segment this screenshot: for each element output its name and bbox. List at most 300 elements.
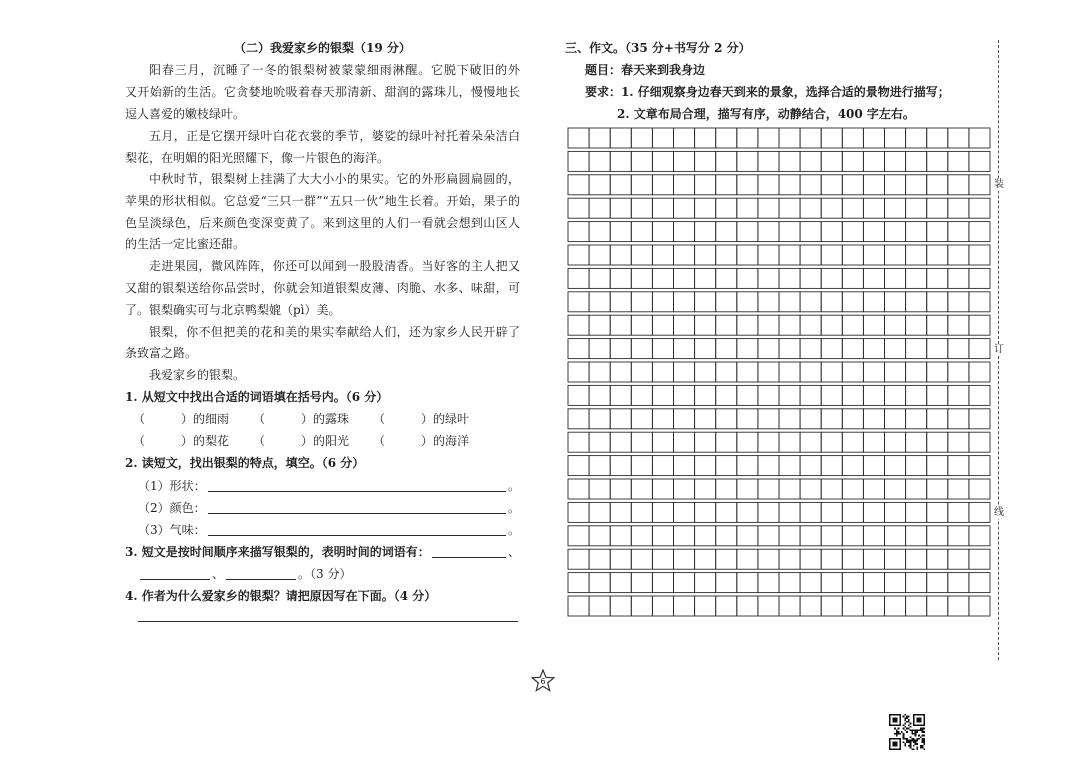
grid-cell bbox=[610, 151, 631, 171]
grid-cell bbox=[758, 596, 779, 616]
grid-cell bbox=[948, 409, 969, 429]
answer-end: 。 bbox=[507, 523, 520, 537]
grid-cell bbox=[948, 502, 969, 522]
grid-cell bbox=[695, 222, 716, 242]
grid-cell bbox=[779, 175, 800, 195]
grid-cell bbox=[821, 222, 842, 242]
passage-line: 五月，正是它摆开绿叶白花衣裳的季节，婆娑的绿叶衬托着朵朵洁白 bbox=[149, 129, 520, 143]
grid-cell bbox=[948, 151, 969, 171]
grid-cell bbox=[885, 362, 906, 382]
answer-line-shape bbox=[138, 477, 520, 495]
grid-cell bbox=[695, 292, 716, 312]
grid-cell bbox=[652, 432, 673, 452]
grid-cell bbox=[969, 128, 990, 148]
grid-cell bbox=[863, 128, 884, 148]
grid-cell bbox=[716, 292, 737, 312]
binding-label-xian: 线 bbox=[994, 507, 1004, 518]
grid-cell bbox=[779, 128, 800, 148]
grid-cell bbox=[610, 409, 631, 429]
grid-cell bbox=[737, 502, 758, 522]
grid-cell bbox=[695, 339, 716, 359]
grid-cell bbox=[610, 526, 631, 546]
grid-cell bbox=[927, 549, 948, 569]
grid-cell bbox=[716, 385, 737, 405]
grid-cell bbox=[948, 245, 969, 265]
grid-cell bbox=[716, 409, 737, 429]
grid-cell bbox=[779, 222, 800, 242]
grid-cell bbox=[779, 409, 800, 429]
question-2-prompt: 2. 读短文，找出银梨的特点，填空。（6 分） bbox=[125, 456, 365, 470]
grid-cell bbox=[906, 596, 927, 616]
grid-cell bbox=[906, 385, 927, 405]
grid-cell bbox=[610, 479, 631, 499]
grid-cell bbox=[842, 292, 863, 312]
grid-cell bbox=[969, 479, 990, 499]
grid-cell bbox=[948, 549, 969, 569]
grid-cell bbox=[652, 339, 673, 359]
grid-cell bbox=[716, 315, 737, 335]
grid-cell bbox=[885, 573, 906, 593]
grid-cell bbox=[863, 502, 884, 522]
grid-cell bbox=[589, 596, 610, 616]
grid-cell bbox=[716, 198, 737, 218]
grid-cell bbox=[863, 268, 884, 288]
grid-cell bbox=[589, 385, 610, 405]
grid-row bbox=[568, 573, 990, 593]
grid-cell bbox=[969, 385, 990, 405]
grid-cell bbox=[674, 456, 695, 476]
grid-cell bbox=[906, 432, 927, 452]
grid-cell bbox=[863, 549, 884, 569]
grid-cell bbox=[927, 128, 948, 148]
grid-cell bbox=[885, 268, 906, 288]
grid-cell bbox=[758, 268, 779, 288]
grid-cell bbox=[885, 409, 906, 429]
grid-cell bbox=[927, 245, 948, 265]
grid-row bbox=[568, 175, 990, 195]
grid-cell bbox=[927, 385, 948, 405]
grid-cell bbox=[927, 456, 948, 476]
grid-cell bbox=[906, 549, 927, 569]
grid-cell bbox=[568, 222, 589, 242]
grid-cell bbox=[842, 222, 863, 242]
grid-cell bbox=[716, 245, 737, 265]
grid-cell bbox=[969, 339, 990, 359]
passage-line: 走进果园，微风阵阵，你还可以闻到一股股清香。当好客的主人把又 bbox=[149, 259, 520, 273]
grid-cell bbox=[842, 573, 863, 593]
grid-cell bbox=[885, 198, 906, 218]
grid-cell bbox=[589, 362, 610, 382]
grid-cell bbox=[737, 385, 758, 405]
grid-cell bbox=[800, 268, 821, 288]
page-number-badge bbox=[531, 669, 555, 693]
grid-cell bbox=[695, 479, 716, 499]
grid-cell bbox=[695, 128, 716, 148]
grid-cell bbox=[610, 502, 631, 522]
grid-cell bbox=[695, 198, 716, 218]
grid-cell bbox=[863, 526, 884, 546]
grid-cell bbox=[885, 479, 906, 499]
grid-cell bbox=[800, 596, 821, 616]
grid-cell bbox=[948, 315, 969, 335]
grid-row bbox=[568, 198, 990, 218]
grid-cell bbox=[842, 128, 863, 148]
grid-row bbox=[568, 245, 990, 265]
grid-cell bbox=[906, 362, 927, 382]
grid-cell bbox=[737, 292, 758, 312]
grid-cell bbox=[716, 362, 737, 382]
grid-cell bbox=[800, 198, 821, 218]
grid-cell bbox=[948, 385, 969, 405]
grid-cell bbox=[695, 502, 716, 522]
grid-cell bbox=[695, 432, 716, 452]
grid-cell bbox=[969, 175, 990, 195]
grid-cell bbox=[885, 315, 906, 335]
grid-cell bbox=[842, 339, 863, 359]
grid-cell bbox=[821, 362, 842, 382]
grid-cell bbox=[568, 128, 589, 148]
grid-cell bbox=[716, 151, 737, 171]
grid-cell bbox=[906, 198, 927, 218]
grid-cell bbox=[885, 596, 906, 616]
grid-cell bbox=[969, 268, 990, 288]
grid-cell bbox=[758, 151, 779, 171]
grid-cell bbox=[758, 385, 779, 405]
grid-cell bbox=[737, 268, 758, 288]
grid-cell bbox=[631, 198, 652, 218]
grid-cell bbox=[737, 456, 758, 476]
grid-cell bbox=[821, 245, 842, 265]
fill-in-blank: （ ）的梨花 bbox=[133, 434, 230, 448]
grid-cell bbox=[969, 198, 990, 218]
grid-cell bbox=[758, 292, 779, 312]
fill-in-blank: （ ）的绿叶 bbox=[373, 412, 470, 426]
grid-cell bbox=[906, 175, 927, 195]
grid-cell bbox=[737, 432, 758, 452]
grid-cell bbox=[779, 245, 800, 265]
fill-in-blank: （ ）的海洋 bbox=[373, 434, 470, 448]
grid-cell bbox=[737, 362, 758, 382]
grid-cell bbox=[927, 292, 948, 312]
grid-cell bbox=[906, 502, 927, 522]
grid-cell bbox=[589, 409, 610, 429]
grid-cell bbox=[631, 526, 652, 546]
grid-cell bbox=[800, 151, 821, 171]
passage-line: 阳春三月，沉睡了一冬的银梨树被蒙蒙细雨淋醒。它脱下破旧的外 bbox=[149, 63, 520, 77]
grid-cell bbox=[631, 573, 652, 593]
separator: 、 bbox=[212, 567, 225, 581]
grid-cell bbox=[631, 409, 652, 429]
grid-cell bbox=[758, 198, 779, 218]
grid-row bbox=[568, 456, 990, 476]
grid-cell bbox=[969, 362, 990, 382]
grid-cell bbox=[948, 573, 969, 593]
grid-cell bbox=[568, 268, 589, 288]
grid-cell bbox=[821, 268, 842, 288]
grid-cell bbox=[610, 292, 631, 312]
grid-cell bbox=[927, 432, 948, 452]
grid-row bbox=[568, 479, 990, 499]
grid-row bbox=[568, 409, 990, 429]
grid-cell bbox=[821, 339, 842, 359]
grid-cell bbox=[906, 573, 927, 593]
grid-cell bbox=[674, 549, 695, 569]
grid-cell bbox=[716, 432, 737, 452]
grid-cell bbox=[568, 175, 589, 195]
grid-cell bbox=[948, 222, 969, 242]
grid-cell bbox=[589, 198, 610, 218]
grid-cell bbox=[589, 526, 610, 546]
grid-cell bbox=[610, 596, 631, 616]
grid-cell bbox=[906, 222, 927, 242]
grid-cell bbox=[885, 245, 906, 265]
question-3-line-1 bbox=[125, 543, 520, 561]
grid-cell bbox=[885, 502, 906, 522]
grid-cell bbox=[948, 175, 969, 195]
grid-cell bbox=[948, 526, 969, 546]
grid-cell bbox=[885, 549, 906, 569]
grid-row bbox=[568, 549, 990, 569]
passage-line: 了。银梨确实可与北京鸭梨媲（pì）美。 bbox=[125, 303, 341, 317]
grid-cell bbox=[610, 432, 631, 452]
grid-cell bbox=[863, 596, 884, 616]
grid-cell bbox=[716, 596, 737, 616]
grid-cell bbox=[821, 479, 842, 499]
grid-cell bbox=[695, 573, 716, 593]
grid-cell bbox=[969, 573, 990, 593]
grid-cell bbox=[716, 128, 737, 148]
grid-cell bbox=[652, 245, 673, 265]
grid-cell bbox=[842, 432, 863, 452]
grid-row bbox=[568, 596, 990, 616]
grid-cell bbox=[737, 573, 758, 593]
grid-cell bbox=[863, 198, 884, 218]
grid-cell bbox=[695, 409, 716, 429]
grid-cell bbox=[568, 573, 589, 593]
grid-row bbox=[568, 362, 990, 382]
grid-cell bbox=[652, 362, 673, 382]
grid-cell bbox=[610, 175, 631, 195]
grid-cell bbox=[927, 526, 948, 546]
grid-cell bbox=[758, 315, 779, 335]
answer-blank bbox=[432, 544, 506, 558]
grid-cell bbox=[695, 456, 716, 476]
grid-cell bbox=[631, 479, 652, 499]
grid-cell bbox=[652, 456, 673, 476]
grid-cell bbox=[969, 596, 990, 616]
grid-cell bbox=[610, 456, 631, 476]
answer-label: （3）气味： bbox=[138, 523, 206, 537]
grid-row bbox=[568, 151, 990, 171]
grid-cell bbox=[779, 292, 800, 312]
grid-cell bbox=[969, 456, 990, 476]
grid-cell bbox=[821, 456, 842, 476]
grid-cell bbox=[589, 245, 610, 265]
composition-requirement-2: 2. 文章布局合理，描写有序，动静结合，400 字左右。 bbox=[617, 107, 915, 121]
grid-cell bbox=[758, 432, 779, 452]
grid-cell bbox=[927, 151, 948, 171]
question-1-prompt: 1. 从短文中找出合适的词语填在括号内。（6 分） bbox=[125, 390, 389, 404]
grid-cell bbox=[863, 315, 884, 335]
grid-cell bbox=[737, 222, 758, 242]
grid-cell bbox=[631, 339, 652, 359]
passage-line: 梨花，在明媚的阳光照耀下，像一片银色的海洋。 bbox=[125, 151, 390, 165]
answer-blank bbox=[226, 566, 296, 580]
grid-cell bbox=[863, 456, 884, 476]
grid-cell bbox=[674, 479, 695, 499]
grid-cell bbox=[927, 409, 948, 429]
grid-cell bbox=[568, 151, 589, 171]
grid-cell bbox=[969, 432, 990, 452]
grid-cell bbox=[674, 292, 695, 312]
grid-cell bbox=[842, 362, 863, 382]
grid-cell bbox=[800, 573, 821, 593]
passage-line: 的生活一定比蜜还甜。 bbox=[125, 237, 246, 251]
answer-blank bbox=[208, 522, 506, 536]
grid-cell bbox=[779, 198, 800, 218]
grid-row bbox=[568, 315, 990, 335]
grid-cell bbox=[948, 479, 969, 499]
grid-cell bbox=[695, 268, 716, 288]
grid-cell bbox=[737, 596, 758, 616]
grid-cell bbox=[568, 362, 589, 382]
grid-cell bbox=[863, 222, 884, 242]
composition-grid bbox=[566, 126, 994, 620]
grid-cell bbox=[695, 385, 716, 405]
grid-cell bbox=[779, 385, 800, 405]
grid-cell bbox=[906, 339, 927, 359]
grid-cell bbox=[821, 151, 842, 171]
grid-cell bbox=[842, 151, 863, 171]
grid-cell bbox=[610, 222, 631, 242]
grid-cell bbox=[842, 409, 863, 429]
grid-cell bbox=[927, 339, 948, 359]
grid-cell bbox=[737, 479, 758, 499]
grid-cell bbox=[863, 245, 884, 265]
grid-cell bbox=[842, 479, 863, 499]
grid-cell bbox=[568, 245, 589, 265]
grid-cell bbox=[821, 175, 842, 195]
grid-cell bbox=[716, 479, 737, 499]
grid-cell bbox=[737, 526, 758, 546]
grid-cell bbox=[568, 198, 589, 218]
grid-cell bbox=[716, 526, 737, 546]
grid-cell bbox=[589, 315, 610, 335]
grid-cell bbox=[758, 175, 779, 195]
grid-cell bbox=[652, 222, 673, 242]
grid-cell bbox=[631, 128, 652, 148]
answer-label: （1）形状： bbox=[138, 479, 206, 493]
grid-cell bbox=[631, 596, 652, 616]
grid-cell bbox=[821, 198, 842, 218]
grid-cell bbox=[610, 362, 631, 382]
grid-cell bbox=[885, 339, 906, 359]
grid-cell bbox=[568, 339, 589, 359]
grid-cell bbox=[863, 479, 884, 499]
grid-row bbox=[568, 502, 990, 522]
grid-cell bbox=[906, 479, 927, 499]
question-4-prompt: 4. 作者为什么爱家乡的银梨？请把原因写在下面。（4 分） bbox=[125, 589, 437, 603]
grid-cell bbox=[631, 549, 652, 569]
binding-label-ding: 订 bbox=[994, 344, 1004, 355]
answer-blank bbox=[140, 566, 210, 580]
grid-cell bbox=[695, 151, 716, 171]
grid-cell bbox=[589, 432, 610, 452]
grid-cell bbox=[737, 175, 758, 195]
grid-cell bbox=[842, 198, 863, 218]
grid-cell bbox=[800, 339, 821, 359]
grid-cell bbox=[758, 222, 779, 242]
grid-cell bbox=[589, 268, 610, 288]
passage-line: 条致富之路。 bbox=[125, 346, 198, 360]
grid-cell bbox=[863, 432, 884, 452]
passage-line: 又甜的银梨送给你品尝时，你就会知道银梨皮薄、肉脆、水多、味甜，可 bbox=[125, 281, 520, 295]
grid-cell bbox=[631, 456, 652, 476]
grid-cell bbox=[737, 198, 758, 218]
grid-cell bbox=[842, 526, 863, 546]
grid-cell bbox=[800, 456, 821, 476]
grid-cell bbox=[674, 432, 695, 452]
grid-cell bbox=[589, 479, 610, 499]
grid-cell bbox=[674, 198, 695, 218]
grid-cell bbox=[674, 526, 695, 546]
grid-cell bbox=[969, 151, 990, 171]
grid-cell bbox=[779, 432, 800, 452]
grid-row bbox=[568, 432, 990, 452]
grid-cell bbox=[758, 339, 779, 359]
grid-cell bbox=[737, 128, 758, 148]
grid-cell bbox=[610, 315, 631, 335]
fill-in-blank: （ ）的露珠 bbox=[253, 412, 350, 426]
grid-cell bbox=[610, 573, 631, 593]
grid-cell bbox=[948, 596, 969, 616]
grid-cell bbox=[631, 432, 652, 452]
question-1-row bbox=[133, 432, 523, 450]
grid-cell bbox=[821, 315, 842, 335]
grid-cell bbox=[568, 456, 589, 476]
passage-line: 苹果的形状相似。它总爱“三只一群”“五只一伙”地生长着。开始，果子的 bbox=[125, 194, 520, 208]
grid-cell bbox=[821, 409, 842, 429]
grid-cell bbox=[800, 409, 821, 429]
grid-cell bbox=[652, 479, 673, 499]
grid-cell bbox=[610, 128, 631, 148]
grid-cell bbox=[737, 549, 758, 569]
grid-cell bbox=[906, 526, 927, 546]
grid-cell bbox=[568, 432, 589, 452]
grid-cell bbox=[758, 128, 779, 148]
grid-cell bbox=[758, 526, 779, 546]
answer-end: 。 bbox=[507, 479, 520, 493]
grid-cell bbox=[863, 175, 884, 195]
grid-cell bbox=[758, 456, 779, 476]
answer-rule-line bbox=[138, 621, 518, 622]
grid-cell bbox=[631, 151, 652, 171]
grid-cell bbox=[737, 151, 758, 171]
grid-cell bbox=[674, 409, 695, 429]
grid-cell bbox=[758, 409, 779, 429]
grid-row bbox=[568, 339, 990, 359]
grid-cell bbox=[948, 362, 969, 382]
grid-cell bbox=[758, 549, 779, 569]
grid-cell bbox=[568, 502, 589, 522]
grid-cell bbox=[863, 151, 884, 171]
grid-cell bbox=[779, 339, 800, 359]
grid-cell bbox=[589, 292, 610, 312]
grid-cell bbox=[821, 573, 842, 593]
grid-cell bbox=[652, 596, 673, 616]
grid-cell bbox=[885, 292, 906, 312]
grid-cell bbox=[863, 409, 884, 429]
